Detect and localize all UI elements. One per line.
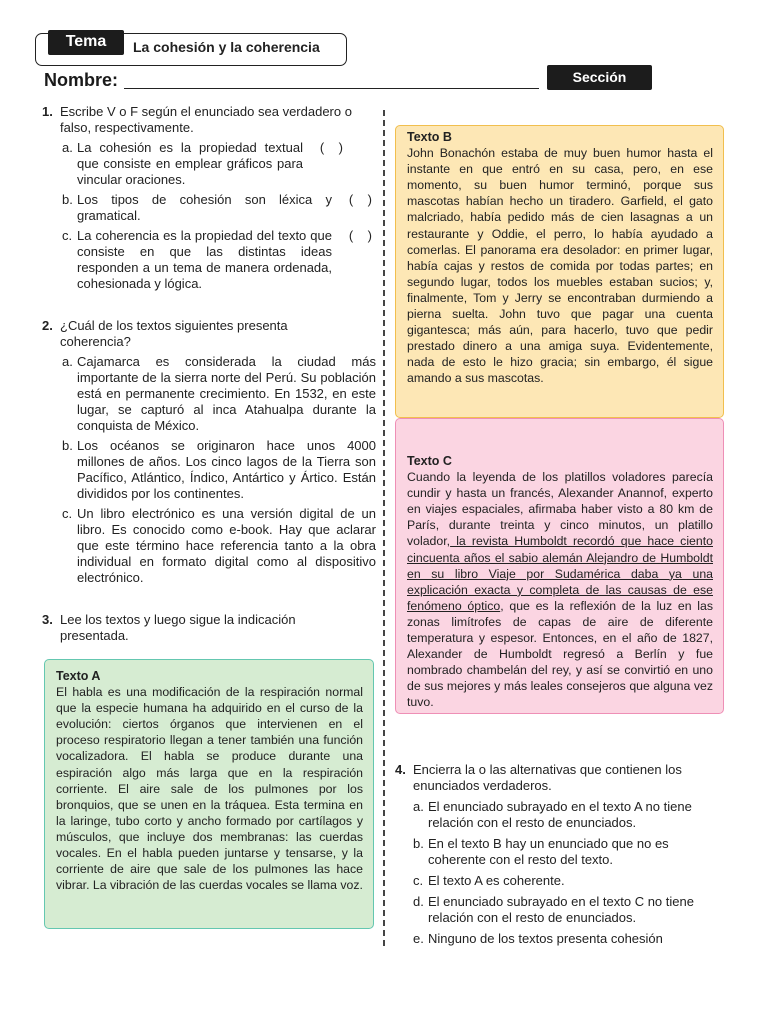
q1-item-a: a. La cohesión es la propiedad textual que consiste en emplear gráficos para vincular oraciones. ( ) <box>62 140 343 187</box>
question-prompt: Lee los textos y luego sigue la indicación presentada. <box>60 612 296 643</box>
topic-title: La cohesión y la coherencia <box>133 39 320 55</box>
question-prompt: Encierra la o las alternativas que contienen los enunciados verdaderos. <box>413 762 682 793</box>
question-number: 2. <box>42 318 53 333</box>
text-a-title: Texto A <box>56 669 101 683</box>
text-c-box <box>395 418 724 714</box>
question-1 <box>42 104 372 292</box>
question-2 <box>42 318 376 586</box>
name-line[interactable] <box>124 88 539 89</box>
answer-blank[interactable]: ( ) <box>348 228 372 243</box>
question-number: 1. <box>42 104 53 119</box>
text-a-body: El habla es una modificación de la respiración normal que la especie humana ha adquirido en el curso de la evolución: ciertos órganos que intervienen en el proceso respiratorio llegan a tener también una función vocalizadora. El habla se produce durante una espiración algo más larga que en la respiración corriente. El aire sale de los pulmones por los bronquios, que se unen en la tráquea. Esta termina en la laringe, tubo corto y ancho formado por cartílagos y músculos, que incluye dos membranas: las cuerdas vocales. En el habla pueden juntarse y tensarse, y la corriente de aire que sale de los pulmones las hace vibrar. La vibración de las cuerdas vocales se llama voz. <box>56 685 363 893</box>
question-number: 4. <box>395 762 406 777</box>
text-c-title: Texto C <box>407 454 452 468</box>
text-b-title: Texto B <box>407 130 452 144</box>
text-b-box <box>395 125 724 418</box>
column-divider <box>383 110 385 946</box>
q2-option-b[interactable]: b. Los océanos se originaron hace unos 4000 millones de años. Los cinco lagos de la Tierra son Pacífico, Atlántico, Índico, Antártico y Ártico. Están divididos por los continentes. <box>62 438 376 501</box>
answer-blank[interactable]: ( ) <box>348 192 372 207</box>
q4-option-e[interactable]: e. Ninguno de los textos presenta cohesión <box>413 931 663 946</box>
q1-item-c: c. La coherencia es la propiedad del texto que consiste en que las distintas ideas responden a un tema de manera ordenada, cohesionada y lógica. ( ) <box>62 228 372 291</box>
underlined-sentence: la revista Humboldt recordó que hace ciento cincuenta años el sabio alemán Alejandro de Humboldt en su libro Viaje por Sudamérica daba ya una explicación exacta y completa de las causas de ese fenómeno óptico <box>407 534 713 613</box>
text-a-box <box>44 659 374 929</box>
question-prompt: Escribe V o F según el enunciado sea verdadero o falso, respectivamente. <box>60 104 352 135</box>
name-label: Nombre: <box>44 70 119 90</box>
text-c-body: Cuando la leyenda de los platillos voladores parecía cundir y hasta un francés, Alexander Anannof, experto en viajes espaciales, afirmaba haber visto a 80 km de París, durante treinta y cinco minutos, un platillo volador, la revista Humboldt recordó que hace ciento cincuenta años el sabio alemán Alejandro de Humboldt en su libro Viaje por Sudamérica daba ya una explicación exacta y completa de las causas de ese fenómeno óptico, que es la reflexión de la luz en las zonas limítrofes de capas de aire de diferente temperatura y espesor. Entonces, en el año de 1827, Alexander de Humboldt regresó a Berlín y fue nombrado chambelán del rey, y así se convirtió en uno de sus mejores y más leales consejeros que alguna vez tuvo. <box>407 470 713 710</box>
q4-option-d[interactable]: d. El enunciado subrayado en el texto C no tiene relación con el resto de enunciados. <box>413 894 694 925</box>
question-prompt: ¿Cuál de los textos siguientes presenta coherencia? <box>60 318 288 349</box>
question-3 <box>42 612 342 644</box>
question-4 <box>395 762 725 947</box>
topic-label: Tema <box>48 30 124 55</box>
q2-option-a[interactable]: a. Cajamarca es considerada la ciudad más importante de la sierra norte del Perú. Su población está en permanente crecimiento. En 1532, en este lugar, se capturó al inca Atahualpa durante la conquista de México. <box>62 354 376 433</box>
q4-option-b[interactable]: b. En el texto B hay un enunciado que no es coherente con el resto del texto. <box>413 836 669 867</box>
q4-option-a[interactable]: a. El enunciado subrayado en el texto A no tiene relación con el resto de enunciados. <box>413 799 692 830</box>
q1-item-b: b. Los tipos de cohesión son léxica y gramatical. ( ) <box>62 192 372 223</box>
answer-blank[interactable]: ( ) <box>319 140 343 155</box>
q4-option-c[interactable]: c. El texto A es coherente. <box>413 873 565 888</box>
q2-option-c[interactable]: c. Un libro electrónico es una versión digital de un libro. Es conocido como e-book. Hay que aclarar que este término hace referencia tanto a la obra individual en formato digital como al dispositivo electrónico. <box>62 506 376 585</box>
question-number: 3. <box>42 612 53 627</box>
text-b-body: John Bonachón estaba de muy buen humor hasta el instante en que entró en su casa, pero, en ese momento, su buen humor terminó, porque sus mascotas habían hecho un tiradero. Garfield, el gato malcriado, había pedido más de cien lasagnas a un restaurante y Oddie, el perro, lo había ayudado a comerlas. El panorama era desolador: en primer lugar, había cajas y restos de comida por todas partes; en segundo lugar, todos los muebles estaban sucios; y, finalmente, Tom y Jerry se encontraban durmiendo a pierna suelta. John tuvo que pagar una cuenta gigantesca; más aún, para hacerlo, tuvo que pedir prestado dinero a una amiga suya. Evidentemente, nada de esto le hizo gracia; sin embargo, él sigue amando a sus mascotas. <box>407 146 713 386</box>
section-label: Sección <box>547 65 652 90</box>
